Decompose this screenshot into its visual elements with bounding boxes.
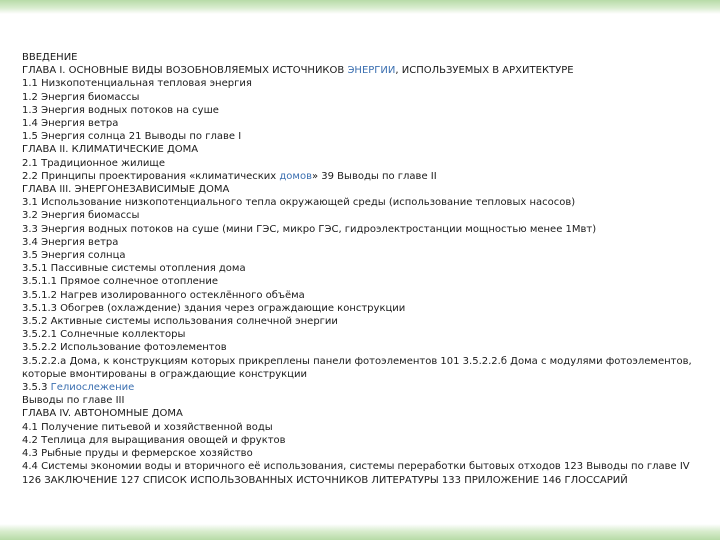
toc-entry: 4.2 Теплица для выращивания овощей и фруктов [22,434,286,446]
toc-entry: 4.1 Получение питьевой и хозяйственной воды [22,421,273,433]
toc-entry: 1.2 Энергия биомассы [22,91,140,103]
toc-entry: 1.3 Энергия водных потоков на суше [22,104,219,116]
toc-link-houses[interactable]: домов [279,170,312,182]
toc-entry: 1.1 Низкопотенциальная тепловая энергия [22,78,252,90]
toc-entry: 1.5 Энергия солнца 21 Выводы по главе I [22,131,242,143]
toc-link-solar-tracking[interactable]: Гелиослежение [50,382,135,394]
toc-entry: 2.1 Традиционное жилище [22,157,165,169]
toc-entry: ГЛАВА II. КЛИМАТИЧЕСКИЕ ДОМА [22,144,199,156]
toc-entry: ВВЕДЕНИЕ [22,52,78,63]
toc-text: 3.5.3 [22,382,51,394]
toc-entry: 3.5.1 Пассивные системы отопления дома [22,263,246,275]
toc-text: ГЛАВА I. ОСНОВНЫЕ ВИДЫ ВОЗОБНОВЛЯЕМЫХ ИСТОЧНИКОВ [22,65,348,77]
toc-entry: Выводы по главе III [22,395,125,407]
bottom-decorative-band [0,524,720,540]
toc-entry: 3.5.1.1 Прямое солнечное отопление [22,276,218,288]
toc-entry [22,381,706,394]
table-of-contents [22,51,706,487]
toc-entry: 3.5 Энергия солнца [22,250,126,262]
toc-text: » 39 Выводы по главе II [311,170,437,182]
toc-text: 2.2 Принципы проектирования «климатических [22,170,280,182]
toc-entry: 3.5.2.2.а Дома, к конструкциям которых прикреплены панели фотоэлементов 101 3.5.2.2.б Дома с модулями фотоэлементов, которые вмонтированы в ограждающие конструкции [22,355,692,380]
toc-entry: 3.5.1.3 Обогрев (охлаждение) здания через ограждающие конструкции [22,302,406,314]
toc-entry: 3.5.2 Активные системы использования солнечной энергии [22,316,338,328]
toc-entry: ГЛАВА III. ЭНЕРГОНЕЗАВИСИМЫЕ ДОМА [22,184,230,196]
toc-entry: ГЛАВА IV. АВТОНОМНЫЕ ДОМА [22,408,183,420]
toc-entry: 4.4 Системы экономии воды и вторичного её использования, системы переработки бытовых отходов 123 Выводы по главе IV 126 ЗАКЛЮЧЕНИЕ 127 СПИСОК ИСПОЛЬЗОВАННЫХ ИСТОЧНИКОВ ЛИТЕРАТУРЫ 133 ПРИЛОЖЕНИЕ 146 ГЛОССАРИЙ [22,461,690,486]
toc-entry [22,64,706,77]
toc-entry: 1.4 Энергия ветра [22,118,119,130]
toc-entry [22,170,706,183]
toc-entry: 3.4 Энергия ветра [22,236,119,248]
toc-entry: 3.5.2.2 Использование фотоэлементов [22,342,227,354]
toc-entry: 3.1 Использование низкопотенциального тепла окружающей среды (использование тепловых насосов) [22,197,576,209]
toc-entry: 4.3 Рыбные пруды и фермерское хозяйство [22,448,253,460]
top-decorative-band [0,0,720,14]
toc-entry: 3.3 Энергия водных потоков на суше (мини ГЭС, микро ГЭС, гидроэлектростанции мощностью менее 1Мвт) [22,223,597,235]
toc-entry: 3.5.1.2 Нагрев изолированного остеклённого объёма [22,289,305,301]
toc-link-energy[interactable]: ЭНЕРГИИ [347,65,396,77]
toc-entry: 3.2 Энергия биомассы [22,210,140,222]
toc-entry: 3.5.2.1 Солнечные коллекторы [22,329,186,341]
toc-text: , ИСПОЛЬЗУЕМЫХ В АРХИТЕКТУРЕ [395,65,574,77]
